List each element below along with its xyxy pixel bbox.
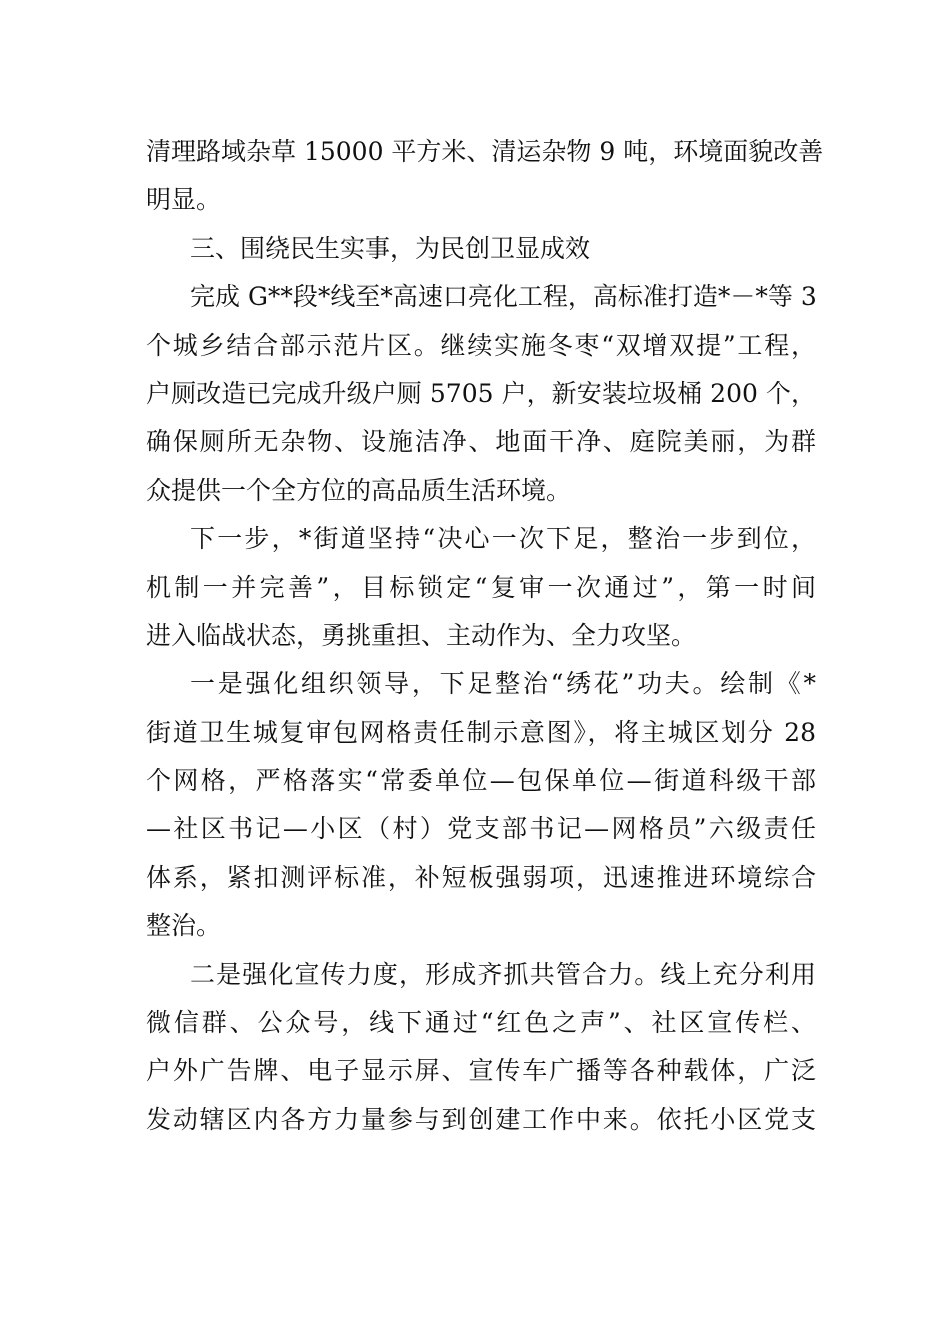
text-line: 明显。	[146, 185, 222, 215]
text-line: 众提供一个全方位的高品质生活环境。	[146, 475, 572, 505]
text-line: 户厕改造已完成升级户厕 5705 户，新安装垃圾桶 200 个，	[146, 378, 816, 408]
section-heading: 三、围绕民生实事，为民创卫显成效	[190, 233, 591, 263]
text-line: 一是强化组织领导，下足整治“绣花”功夫。绘制《*	[190, 669, 816, 699]
text-line: 整治。	[146, 911, 222, 941]
text-line: 二是强化宣传力度，形成齐抓共管合力。线上充分利用	[190, 959, 816, 989]
text-line: 体系，紧扣测评标准，补短板强弱项，迅速推进环境综合	[146, 862, 816, 892]
body-text	[146, 128, 824, 1144]
text-line: 清理路域杂草 15000 平方米、清运杂物 9 吨，环境面貌改善	[146, 137, 824, 166]
text-line: 微信群、公众号，线下通过“红色之声”、社区宣传栏、	[146, 1008, 816, 1038]
text-line: 个城乡结合部示范片区。继续实施冬枣“双增双提”工程，	[146, 330, 816, 360]
text-line: 确保厕所无杂物、设施洁净、地面干净、庭院美丽，为群	[146, 427, 816, 457]
text-line: —社区书记—小区（村）党支部书记—网格员”六级责任	[146, 814, 816, 844]
text-line: 个网格，严格落实“常委单位—包保单位—街道科级干部	[146, 766, 816, 796]
text-line: 进入临战状态，勇挑重担、主动作为、全力攻坚。	[146, 620, 697, 650]
text-line: 完成 G**段*线至*高速口亮化工程，高标准打造*－*等 3	[190, 282, 817, 312]
text-line: 发动辖区内各方力量参与到创建工作中来。依托小区党支	[146, 1104, 816, 1134]
text-line: 街道卫生城复审包网格责任制示意图》，将主城区划分 28	[146, 717, 816, 747]
text-line: 机制一并完善”，目标锁定“复审一次通过”，第一时间	[146, 572, 816, 602]
text-line: 户外广告牌、电子显示屏、宣传车广播等各种载体，广泛	[146, 1056, 816, 1086]
text-line: 下一步，*街道坚持“决心一次下足，整治一步到位，	[190, 524, 816, 554]
